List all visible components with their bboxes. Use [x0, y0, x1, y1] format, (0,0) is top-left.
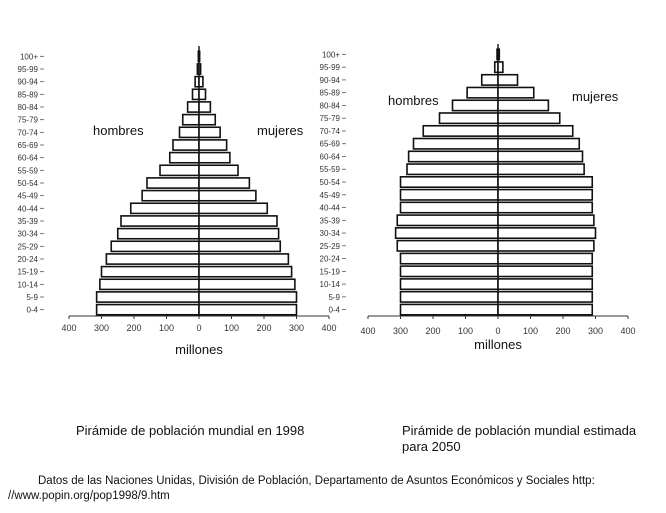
- bar-mujeres-0-4: [199, 305, 297, 315]
- x-tick-label: 0: [495, 326, 501, 336]
- age-group-label: 15-19: [319, 267, 340, 277]
- x-tick-label: 100: [522, 326, 539, 336]
- x-tick-label: 100: [457, 326, 474, 336]
- age-group-label: 85-89: [17, 90, 38, 100]
- bar-mujeres-65-69: [199, 140, 227, 150]
- bar-hombres-50-54: [401, 177, 499, 187]
- age-group-label: 0-4: [26, 305, 38, 315]
- bar-hombres-55-59: [407, 164, 498, 174]
- bar-hombres-20-24: [106, 254, 199, 264]
- bar-hombres-20-24: [401, 253, 499, 263]
- pyramid-2050: [320, 44, 636, 352]
- age-group-label: 80-84: [17, 103, 38, 112]
- bar-mujeres-20-24: [199, 254, 288, 264]
- age-group-label: 50-54: [17, 179, 38, 188]
- x-tick-label: 200: [555, 326, 571, 336]
- bar-mujeres-40-44: [498, 202, 592, 212]
- bar-mujeres-35-39: [498, 215, 594, 225]
- age-group-label: 65-69: [319, 139, 340, 149]
- bar-mujeres-90-94: [199, 77, 203, 87]
- bar-hombres-5-9: [401, 292, 499, 302]
- bar-hombres-75-79: [440, 113, 499, 123]
- x-tick-label: 300: [392, 326, 409, 336]
- age-group-label: 10-14: [17, 280, 38, 290]
- age-group-label: 70-74: [319, 126, 340, 136]
- age-group-label: 25-29: [319, 241, 340, 251]
- bar-mujeres-25-29: [498, 241, 594, 251]
- bar-mujeres-10-14: [498, 279, 592, 289]
- age-group-label: 20-24: [17, 255, 38, 264]
- bar-hombres-35-39: [121, 216, 199, 226]
- x-tick-label: 400: [620, 326, 636, 336]
- bar-mujeres-75-79: [498, 113, 560, 123]
- bar-mujeres-45-49: [498, 190, 592, 200]
- bar-hombres-60-64: [409, 151, 498, 161]
- age-group-label: 60-64: [17, 153, 38, 163]
- bar-hombres-25-29: [111, 241, 199, 251]
- x-tick-label: 400: [61, 323, 77, 333]
- x-tick-label: 0: [196, 323, 202, 333]
- bar-mujeres-90-94: [498, 75, 518, 85]
- bar-hombres-45-49: [401, 190, 499, 200]
- age-group-label: 55-59: [17, 166, 38, 176]
- age-group-label: 40-44: [319, 203, 340, 213]
- bar-hombres-30-34: [396, 228, 498, 238]
- bar-mujeres-55-59: [498, 164, 584, 174]
- age-group-label: 50-54: [319, 178, 340, 187]
- bar-hombres-40-44: [401, 202, 499, 212]
- age-group-label: 35-39: [17, 217, 38, 226]
- bar-mujeres-85-89: [498, 87, 534, 97]
- bar-hombres-15-19: [102, 267, 200, 277]
- age-group-label: 100+: [19, 52, 38, 62]
- bar-hombres-90-94: [482, 75, 498, 85]
- bar-mujeres-100+: [199, 51, 200, 61]
- x-tick-label: 300: [288, 323, 305, 333]
- bar-mujeres-10-14: [199, 279, 295, 289]
- age-group-label: 15-19: [17, 267, 38, 277]
- bar-hombres-50-54: [147, 178, 199, 188]
- age-group-label: 70-74: [17, 128, 38, 138]
- right-series-label: mujeres: [257, 123, 304, 138]
- bar-mujeres-20-24: [498, 253, 592, 263]
- pyramid-1998: [18, 46, 337, 357]
- age-group-label: 60-64: [319, 152, 340, 162]
- age-group-label: 45-49: [17, 191, 38, 201]
- bar-mujeres-25-29: [199, 241, 280, 251]
- bar-mujeres-50-54: [498, 177, 592, 187]
- bar-mujeres-50-54: [199, 178, 249, 188]
- x-tick-label: 400: [321, 323, 337, 333]
- bar-mujeres-15-19: [498, 266, 592, 276]
- age-group-label: 5-9: [328, 292, 340, 302]
- x-tick-label: 200: [425, 326, 441, 336]
- bar-mujeres-45-49: [199, 191, 256, 201]
- bar-hombres-70-74: [180, 127, 200, 137]
- age-group-label: 25-29: [17, 242, 38, 252]
- bar-mujeres-80-84: [498, 100, 548, 110]
- age-group-label: 65-69: [17, 141, 38, 150]
- bar-hombres-0-4: [97, 305, 199, 315]
- age-group-label: 20-24: [319, 254, 340, 264]
- bar-hombres-5-9: [97, 292, 199, 302]
- bar-mujeres-15-19: [199, 267, 292, 277]
- age-group-label: 75-79: [319, 114, 340, 124]
- bar-hombres-75-79: [183, 115, 199, 125]
- x-tick-label: 300: [93, 323, 110, 333]
- bar-mujeres-0-4: [498, 304, 592, 314]
- left-series-label: hombres: [388, 93, 439, 108]
- bar-mujeres-100+: [498, 49, 499, 59]
- bar-hombres-60-64: [170, 153, 199, 163]
- bar-hombres-25-29: [397, 241, 498, 251]
- bar-mujeres-55-59: [199, 165, 238, 175]
- bar-hombres-40-44: [131, 203, 199, 213]
- bar-mujeres-60-64: [199, 153, 230, 163]
- left-series-label: hombres: [93, 123, 144, 138]
- age-group-label: 90-94: [17, 77, 38, 87]
- bar-hombres-85-89: [193, 89, 200, 99]
- x-tick-label: 100: [223, 323, 240, 333]
- bar-hombres-45-49: [142, 191, 199, 201]
- bar-mujeres-70-74: [498, 126, 573, 136]
- age-group-label: 90-94: [319, 75, 340, 85]
- bar-mujeres-5-9: [199, 292, 297, 302]
- caption-pyramid-2050: Pirámide de población mundial estimada para 2050: [402, 423, 637, 454]
- bar-hombres-55-59: [160, 165, 199, 175]
- age-group-label: 95-99: [319, 63, 340, 73]
- bar-mujeres-40-44: [199, 203, 267, 213]
- age-group-label: 85-89: [319, 88, 340, 98]
- age-group-label: 40-44: [17, 204, 38, 214]
- bar-hombres-65-69: [414, 139, 499, 149]
- x-tick-label: 100: [158, 323, 175, 333]
- age-group-label: 100+: [321, 50, 340, 60]
- bar-hombres-15-19: [401, 266, 499, 276]
- age-group-label: 55-59: [319, 165, 340, 175]
- bar-mujeres-70-74: [199, 127, 220, 137]
- bar-mujeres-75-79: [199, 115, 215, 125]
- age-group-label: 45-49: [319, 190, 340, 200]
- bar-hombres-70-74: [423, 126, 498, 136]
- right-series-label: mujeres: [572, 89, 619, 104]
- caption-pyramid-1998: Pirámide de población mundial en 1998: [76, 423, 305, 438]
- source-line-2: //www.popin.org/pop1998/9.htm: [8, 490, 170, 502]
- x-tick-label: 200: [256, 323, 272, 333]
- x-tick-label: 200: [126, 323, 142, 333]
- age-group-label: 30-34: [17, 229, 38, 239]
- age-group-label: 95-99: [17, 65, 38, 74]
- source-note: [8, 474, 663, 504]
- age-group-label: 35-39: [319, 216, 340, 226]
- bar-mujeres-35-39: [199, 216, 277, 226]
- bar-hombres-80-84: [453, 100, 499, 110]
- age-group-label: 0-4: [328, 305, 340, 315]
- x-tick-label: 300: [587, 326, 604, 336]
- source-line-1: Datos de las Naciones Unidas, División de Población, Departamento de Asuntos Económicos y Sociales http:: [38, 475, 595, 487]
- age-group-label: 10-14: [319, 280, 340, 290]
- x-tick-label: 400: [360, 326, 376, 336]
- x-axis-title: millones: [474, 337, 522, 352]
- bar-mujeres-65-69: [498, 139, 579, 149]
- bar-hombres-65-69: [173, 140, 199, 150]
- bar-hombres-85-89: [467, 87, 498, 97]
- bar-hombres-0-4: [401, 304, 499, 314]
- bar-mujeres-30-34: [498, 228, 596, 238]
- age-group-label: 5-9: [26, 293, 38, 302]
- bar-hombres-10-14: [401, 279, 499, 289]
- bar-hombres-35-39: [397, 215, 498, 225]
- bar-mujeres-80-84: [199, 102, 210, 112]
- bar-mujeres-60-64: [498, 151, 583, 161]
- age-group-label: 75-79: [17, 115, 38, 125]
- bar-hombres-30-34: [118, 229, 199, 239]
- bar-mujeres-85-89: [199, 89, 206, 99]
- bar-mujeres-95-99: [498, 62, 503, 72]
- age-group-label: 80-84: [319, 101, 340, 111]
- bar-mujeres-30-34: [199, 229, 279, 239]
- age-group-label: 30-34: [319, 229, 340, 239]
- bar-hombres-10-14: [100, 279, 199, 289]
- x-axis-title: millones: [175, 342, 223, 357]
- bar-mujeres-5-9: [498, 292, 592, 302]
- bar-mujeres-95-99: [199, 64, 201, 74]
- bar-hombres-80-84: [188, 102, 199, 112]
